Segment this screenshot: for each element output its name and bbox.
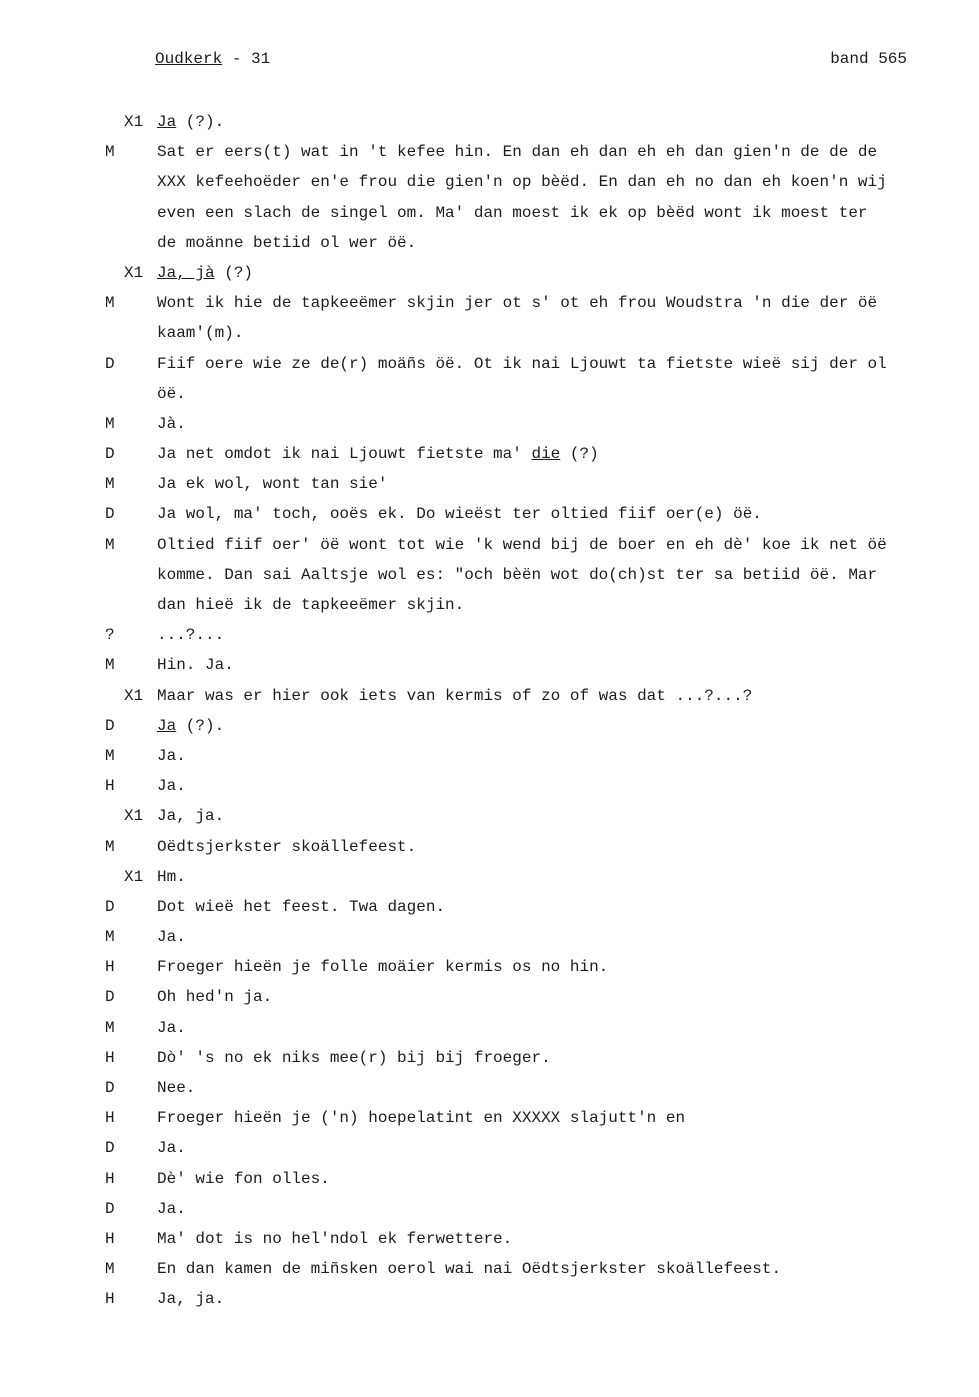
utterance-text xyxy=(157,711,224,741)
speaker-label: X1 xyxy=(124,113,144,131)
utterance-post: (?). xyxy=(176,716,225,735)
transcript-line xyxy=(0,801,979,831)
transcript-line xyxy=(0,469,979,499)
transcript-line xyxy=(0,198,979,228)
utterance-text: XXX kefeehoëder en'e frou die gien'n op bèëd. En dan eh no dan eh koen'n wij xyxy=(157,173,887,192)
speaker-label: D xyxy=(105,445,115,464)
transcript-line xyxy=(0,499,979,529)
transcript-line xyxy=(0,137,979,167)
speaker-label: H xyxy=(105,1169,115,1188)
speaker-label: M xyxy=(105,143,115,162)
speaker-label: X1 xyxy=(124,867,144,886)
header-page-number: - 31 xyxy=(222,50,271,68)
utterance-text: Ja, ja. xyxy=(157,1290,225,1309)
speaker-label: M xyxy=(105,837,115,856)
transcript-line xyxy=(0,1254,979,1284)
transcript-line xyxy=(0,711,979,741)
utterance-text: Wont ik hie de tapkeeëmer skjin jer ot s' ot eh frou Woudstra 'n die der öë xyxy=(157,294,878,313)
transcript-line xyxy=(0,681,979,711)
transcript-line xyxy=(0,1133,979,1163)
page-header xyxy=(155,50,907,74)
utterance-text: Dò' 's no ek niks mee(r) bij bij froeger. xyxy=(157,1048,551,1067)
utterance-text: Hm. xyxy=(157,867,186,886)
speaker-label: M xyxy=(105,656,115,675)
speaker-label: H xyxy=(105,1290,115,1309)
speaker-label: M xyxy=(105,475,115,494)
transcript-line xyxy=(0,288,979,318)
utterance-text: Oltied fiif oer' öë wont tot wie 'k wend bij de boer en eh dè' koe ik net öë xyxy=(157,535,887,554)
transcript-line xyxy=(0,530,979,560)
utterance-text: Hin. Ja. xyxy=(157,656,234,675)
utterance-text: Sat er eers(t) wat in 't kefee hin. En dan eh dan eh eh dan gien'n de de de xyxy=(157,143,878,162)
utterance-underlined: Ja xyxy=(157,113,177,131)
transcript-line xyxy=(0,1164,979,1194)
transcript-line xyxy=(0,107,979,137)
utterance-text: öë. xyxy=(157,384,186,403)
utterance-text: Dot wieë het feest. Twa dagen. xyxy=(157,897,446,916)
utterance-post: (?) xyxy=(560,445,599,464)
speaker-label: M xyxy=(105,1260,115,1279)
speaker-label: M xyxy=(105,294,115,313)
utterance-text: dan hieë ik de tapkeeëmer skjin. xyxy=(157,596,465,614)
speaker-label: D xyxy=(105,1199,115,1218)
transcript-line xyxy=(0,379,979,409)
transcript-line xyxy=(0,650,979,680)
header-band: band 565 xyxy=(830,50,907,68)
utterance-text: Ja. xyxy=(157,1018,186,1037)
utterance-text: komme. Dan sai Aaltsje wol es: "och bèën wot do(ch)st ter sa betiid öë. Mar xyxy=(157,565,878,584)
transcript-line xyxy=(0,952,979,982)
utterance-text: Ja. xyxy=(157,928,186,947)
transcript-line xyxy=(0,560,979,590)
speaker-label: D xyxy=(105,1139,115,1158)
transcript-line xyxy=(0,439,979,469)
speaker-label: M xyxy=(105,928,115,947)
utterance-text: kaam'(m). xyxy=(157,324,244,343)
speaker-label: H xyxy=(105,1229,115,1248)
speaker-label: M xyxy=(105,746,115,765)
speaker-label: H xyxy=(105,1048,115,1067)
utterance-post: (?) xyxy=(214,263,254,282)
transcript-line xyxy=(0,922,979,952)
utterance-text: Ja ek wol, wont tan sie' xyxy=(157,475,388,494)
utterance-post: (?). xyxy=(176,113,225,131)
utterance-text: Fiif oere wie ze de(r) moäñs öë. Ot ik nai Ljouwt ta fietste wieë sij der ol xyxy=(157,354,887,373)
utterance-text: even een slach de singel om. Ma' dan moest ik ek op bèëd wont ik moest ter xyxy=(157,203,868,222)
utterance-text: Froeger hieën je folle moäier kermis os no hin. xyxy=(157,958,609,977)
speaker-label: D xyxy=(105,1079,115,1097)
utterance-underlined: Ja xyxy=(157,716,177,735)
utterance-text xyxy=(157,439,599,469)
speaker-label: M xyxy=(105,414,115,433)
utterance-text: Ja wol, ma' toch, ooës ek. Do wieëst ter oltied fiif oer(e) öë. xyxy=(157,505,762,524)
speaker-label: X1 xyxy=(124,263,144,282)
transcript-line xyxy=(0,741,979,771)
header-location: Oudkerk xyxy=(155,50,223,68)
transcript-line xyxy=(0,1284,979,1314)
utterance-text: Ja. xyxy=(157,1199,186,1218)
utterance-underlined: die xyxy=(531,445,561,464)
transcript-line xyxy=(0,1073,979,1103)
utterance-text: Ma' dot is no hel'ndol ek ferwettere. xyxy=(157,1229,513,1248)
transcript-line xyxy=(0,349,979,379)
utterance-text: Ja. xyxy=(157,777,186,796)
transcript-line xyxy=(0,318,979,348)
utterance-text: Ja, ja. xyxy=(157,807,225,826)
transcript-line xyxy=(0,590,979,620)
utterance-text: Oh hed'n ja. xyxy=(157,988,273,1007)
speaker-label: D xyxy=(105,716,115,735)
transcript-line xyxy=(0,832,979,862)
transcript-line xyxy=(0,862,979,892)
speaker-label: D xyxy=(105,354,115,373)
transcript-line xyxy=(0,620,979,650)
transcript-line xyxy=(0,409,979,439)
speaker-label: H xyxy=(105,958,115,977)
utterance-text: Jà. xyxy=(157,414,186,433)
utterance-text: Nee. xyxy=(157,1079,196,1097)
utterance-text xyxy=(157,107,224,137)
utterance-text: Oëdtsjerkster skoällefeest. xyxy=(157,837,417,856)
speaker-label: M xyxy=(105,535,115,554)
transcript-line xyxy=(0,771,979,801)
speaker-label: D xyxy=(105,505,115,524)
transcript-line xyxy=(0,1043,979,1073)
transcript-line xyxy=(0,258,979,288)
transcript-line xyxy=(0,892,979,922)
transcript-line xyxy=(0,228,979,258)
transcript-line xyxy=(0,1224,979,1254)
speaker-label: X1 xyxy=(124,807,144,826)
transcript-line xyxy=(0,167,979,197)
transcript-line xyxy=(0,982,979,1012)
transcript-line xyxy=(0,1103,979,1133)
speaker-label: H xyxy=(105,1109,115,1128)
speaker-label: X1 xyxy=(124,686,144,705)
utterance-text: ...?... xyxy=(157,626,225,645)
transcript-lines xyxy=(0,107,979,1315)
utterance-text xyxy=(157,258,253,288)
utterance-pre: Ja net omdot ik nai Ljouwt fietste ma' xyxy=(157,445,532,464)
utterance-text: Maar was er hier ook iets van kermis of zo of was dat ...?...? xyxy=(157,686,753,705)
speaker-label: D xyxy=(105,897,115,916)
transcript-line xyxy=(0,1194,979,1224)
speaker-label: H xyxy=(105,777,115,796)
utterance-text: En dan kamen de miñsken oerol wai nai Oëdtsjerkster skoällefeest. xyxy=(157,1260,782,1279)
utterance-text: Ja. xyxy=(157,746,186,765)
speaker-label: ? xyxy=(105,626,115,645)
utterance-text: de moänne betiid ol wer öë. xyxy=(157,233,417,252)
utterance-text: Froeger hieën je ('n) hoepelatint en XXXXX slajutt'n en xyxy=(157,1109,686,1128)
utterance-text: Ja. xyxy=(157,1139,186,1158)
header-title xyxy=(155,50,270,68)
transcript-line xyxy=(0,1013,979,1043)
speaker-label: D xyxy=(105,988,115,1007)
utterance-underlined: Ja, jà xyxy=(157,263,215,282)
utterance-text: Dè' wie fon olles. xyxy=(157,1169,330,1188)
speaker-label: M xyxy=(105,1018,115,1037)
